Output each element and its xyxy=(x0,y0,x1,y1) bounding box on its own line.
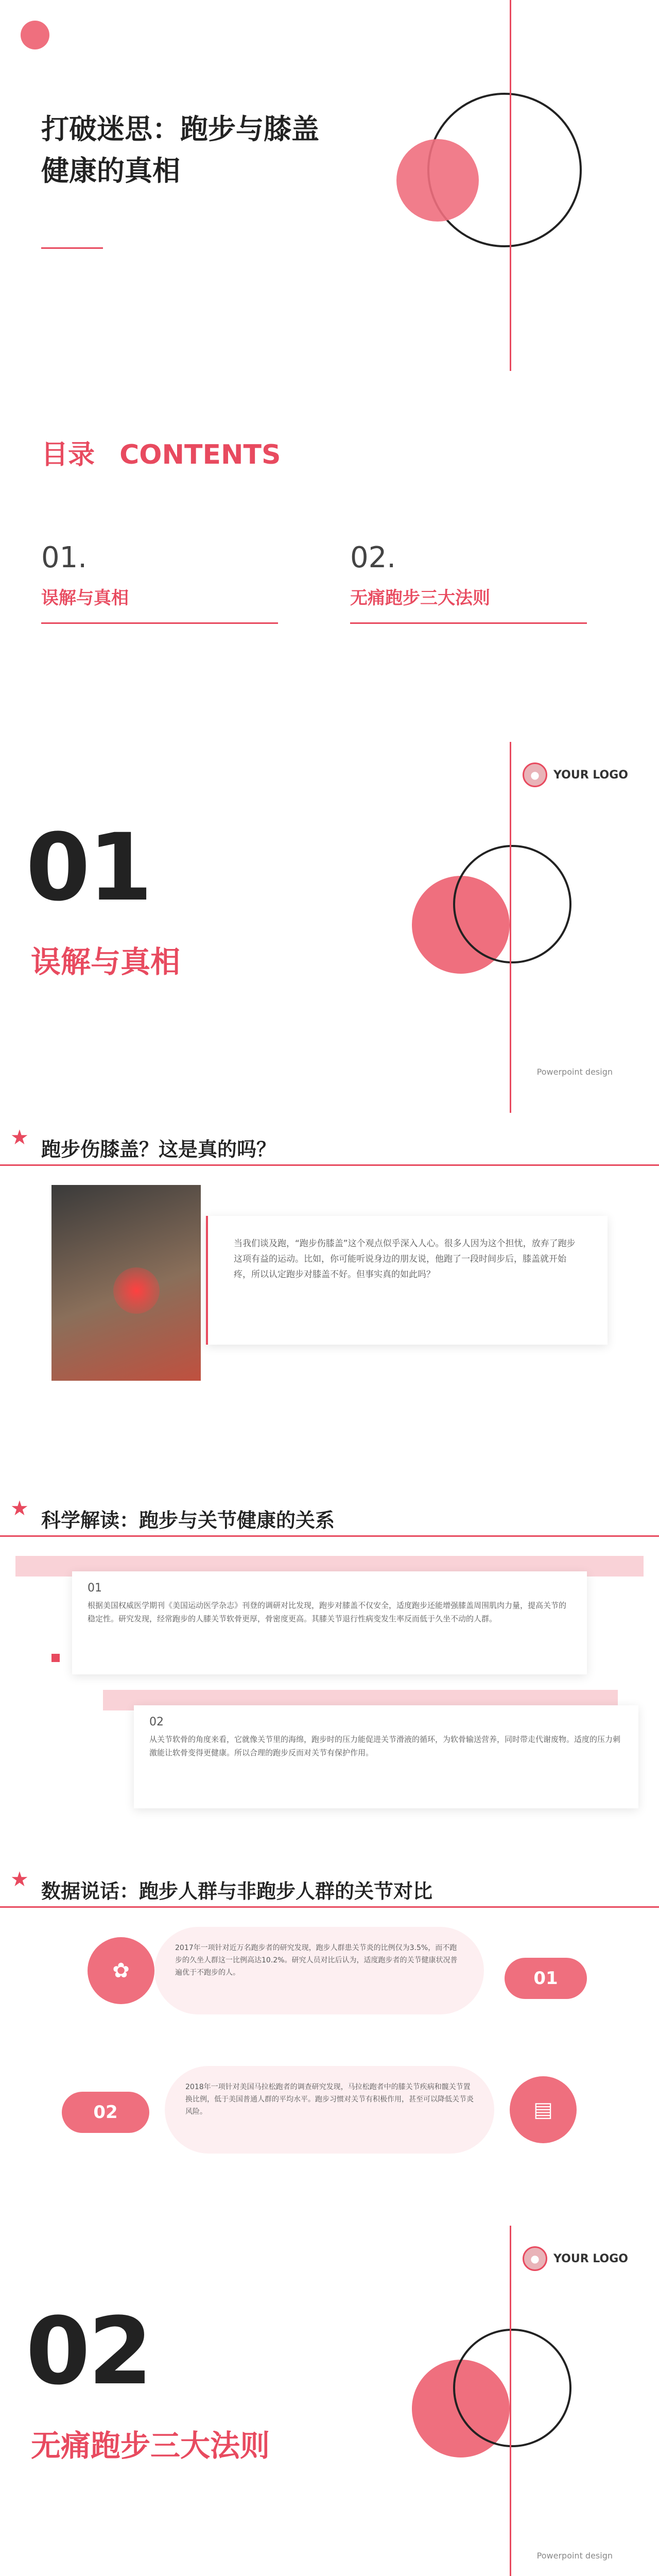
chart-icon: ▤ xyxy=(510,2076,577,2143)
section-title: 误解与真相 xyxy=(31,944,181,979)
myth-slide xyxy=(0,1113,659,1484)
decor-dot xyxy=(21,21,49,49)
cover-title: 打破迷思：跑步与膝盖健康的真相 xyxy=(41,113,319,187)
decor-ring xyxy=(453,845,571,963)
slide-title: 跑步伤膝盖？这是真的吗？ xyxy=(41,1138,276,1161)
logo-text: YOUR LOGO xyxy=(553,768,628,782)
footer-text: Powerpoint design xyxy=(536,2551,613,2561)
card-text: 从关节软骨的角度来看，它就像关节里的海绵，跑步时的压力能促进关节滑液的循环，为软骨输送营养，同时带走代谢废物。适度的压力刺激能让软骨变得更健康。所以合理的跑步反而对关节有保护作用。 xyxy=(149,1735,621,1758)
logo-text: YOUR LOGO xyxy=(553,2252,628,2265)
logo xyxy=(523,2246,628,2271)
toc-item-num: 01. xyxy=(41,541,88,574)
avatar-icon: ● xyxy=(523,762,547,787)
footer-text: Powerpoint design xyxy=(536,1067,613,1077)
star-icon: ★ xyxy=(10,1868,29,1891)
card-number: 01 xyxy=(88,1582,102,1595)
toc-item-num: 02. xyxy=(350,541,396,574)
avatar-icon: ● xyxy=(523,2246,547,2271)
users-icon: ✿ xyxy=(88,1937,154,2004)
section1-slide xyxy=(0,742,659,1113)
decor-vline xyxy=(510,2226,511,2576)
toc-heading-cn: 目录 xyxy=(41,439,95,470)
logo xyxy=(523,762,628,787)
data-text: 2017年一项针对近万名跑步者的研究发现，跑步人群患关节炎的比例仅为3.5%，而不跑步的久坐人群这一比例高达10.2%。研究人员对比后认为，适度跑步者的关节健康状况普遍优于不跑步的人。 xyxy=(175,1944,458,1977)
data-number: 02 xyxy=(62,2092,149,2133)
cover-slide xyxy=(0,0,659,371)
toc-divider xyxy=(41,622,278,624)
toc-item-label: 无痛跑步三大法则 xyxy=(350,588,490,608)
star-icon: ★ xyxy=(10,1126,29,1149)
card-text: 根据美国权威医学期刊《美国运动医学杂志》刊登的调研对比发现，跑步对膝盖不仅安全，适度跑步还能增强膝盖周围肌肉力量，提高关节的稳定性。研究发现，经常跑步的人膝关节软骨更厚，骨密度更高。其膝关节退行性病变发生率反而低于久坐不动的人群。 xyxy=(88,1601,567,1624)
toc-item-2[interactable] xyxy=(350,541,597,624)
star-icon: ★ xyxy=(10,1497,29,1520)
title-rule xyxy=(0,1535,659,1537)
decor-vline xyxy=(510,742,511,1113)
data-number: 01 xyxy=(505,1958,587,1999)
data-slide xyxy=(0,1855,659,2226)
card-number: 02 xyxy=(149,1716,164,1728)
pain-highlight xyxy=(113,1267,160,1314)
knee-photo xyxy=(51,1185,201,1381)
data-text: 2018年一项针对美国马拉松跑者的调查研究发现，马拉松跑者中的膝关节疾病和髋关节置换比例，低于美国普通人群的平均水平。跑步习惯对关节有积极作用，甚至可以降低关节炎风险。 xyxy=(185,2083,474,2116)
cover-underline xyxy=(41,247,103,249)
science-slide xyxy=(0,1484,659,1855)
myth-text: 当我们谈及跑，“跑步伤膝盖”这个观点似乎深入人心。很多人因为这个担忧，放弃了跑步这项有益的运动。比如，你可能听说身边的朋友说，他跑了一段时间步后，膝盖就开始疼，所以认定跑步对膝盖不好。但事实真的如此吗？ xyxy=(234,1239,576,1280)
slide-title: 科学解读：跑步与关节健康的关系 xyxy=(41,1509,335,1532)
section-title: 无痛跑步三大法则 xyxy=(31,2428,270,2463)
section-number: 01 xyxy=(26,814,151,922)
toc-item-1[interactable] xyxy=(41,541,288,624)
slide-title: 数据说话：跑步人群与非跑步人群的关节对比 xyxy=(41,1880,433,1903)
title-rule xyxy=(0,1164,659,1166)
decor-dot-large xyxy=(396,139,479,222)
decor-ring xyxy=(453,2329,571,2447)
toc-divider xyxy=(350,622,587,624)
marker xyxy=(51,1654,60,1662)
section2-slide xyxy=(0,2226,659,2576)
toc-heading-en: CONTENTS xyxy=(119,439,281,470)
toc-slide xyxy=(0,371,659,742)
decor-vline xyxy=(510,0,511,371)
title-rule xyxy=(0,1906,659,1908)
section-number: 02 xyxy=(26,2298,151,2405)
toc-item-label: 误解与真相 xyxy=(41,588,129,608)
